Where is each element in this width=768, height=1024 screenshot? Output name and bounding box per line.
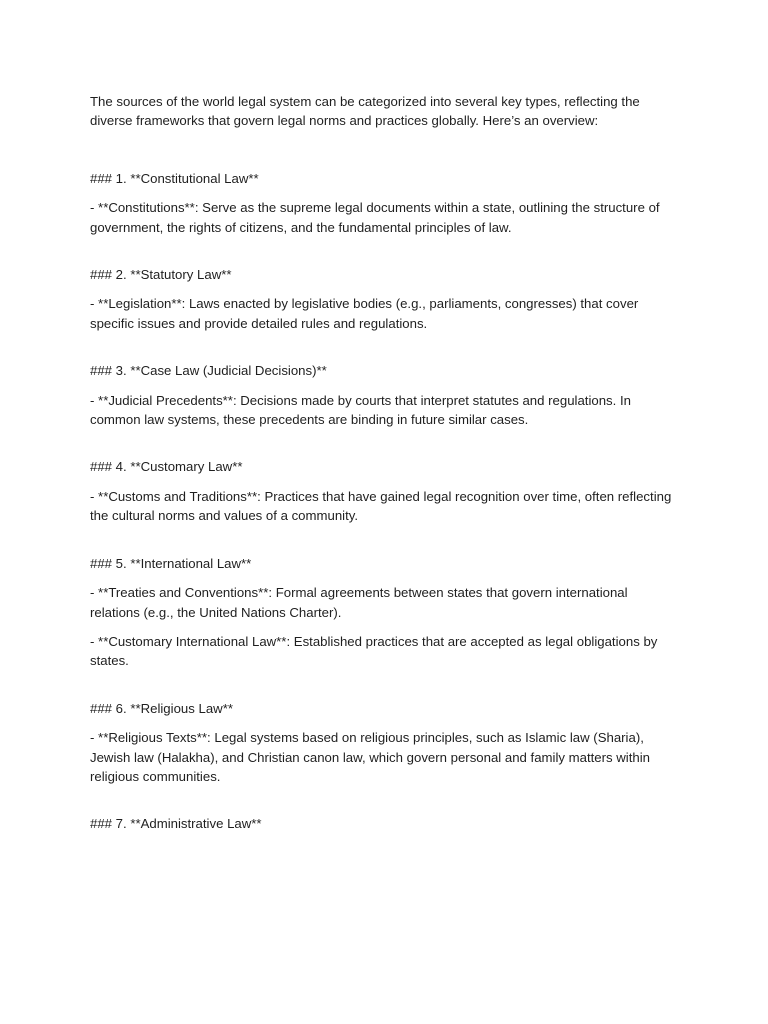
section-religious-law [90, 699, 680, 787]
section-heading: ### 7. **Administrative Law** [90, 816, 262, 832]
section-statutory-law [90, 265, 680, 333]
bullet-item: - **Religious Texts**: Legal systems based on religious principles, such as Islamic law (Sharia), Jewish law (Halakha), and Christian canon law, which govern personal and family matters within religious communities. [90, 730, 650, 784]
section-heading: ### 6. **Religious Law** [90, 700, 233, 716]
bullet-item: - **Treaties and Conventions**: Formal agreements between states that govern international relations (e.g., the United Nations Charter). [90, 585, 628, 620]
bullet-item: - **Legislation**: Laws enacted by legislative bodies (e.g., parliaments, congresses) that cover specific issues and provide detailed rules and regulations. [90, 296, 639, 331]
section-case-law [90, 361, 680, 429]
section-heading: ### 4. **Customary Law** [90, 459, 243, 475]
bullet-item: - **Customs and Traditions**: Practices that have gained legal recognition over time, often reflecting the cultural norms and values of a community. [90, 488, 672, 524]
bullet-item: - **Judicial Precedents**: Decisions made by courts that interpret statutes and regulations. In common law systems, these precedents are binding in future similar cases. [90, 392, 631, 428]
bullet-item: - **Customary International Law**: Established practices that are accepted as legal obligations by states. [90, 633, 658, 669]
document-body [90, 92, 680, 862]
section-constitutional-law [90, 169, 680, 237]
bullet-item: - **Constitutions**: Serve as the supreme legal documents within a state, outlining the structure of government, the rights of citizens, and the fundamental principles of law. [90, 200, 660, 235]
section-heading: ### 3. **Case Law (Judicial Decisions)** [90, 363, 327, 379]
section-heading: ### 2. **Statutory Law** [90, 267, 232, 283]
section-heading: ### 1. **Constitutional Law** [90, 170, 259, 186]
section-heading: ### 5. **International Law** [90, 555, 252, 571]
intro-paragraph: The sources of the world legal system can be categorized into several key types, reflecting the diverse frameworks that govern legal norms and practices globally. Here’s an overview: [90, 94, 640, 129]
section-international-law [90, 554, 680, 671]
section-customary-law [90, 457, 680, 525]
section-administrative-law [90, 814, 680, 833]
